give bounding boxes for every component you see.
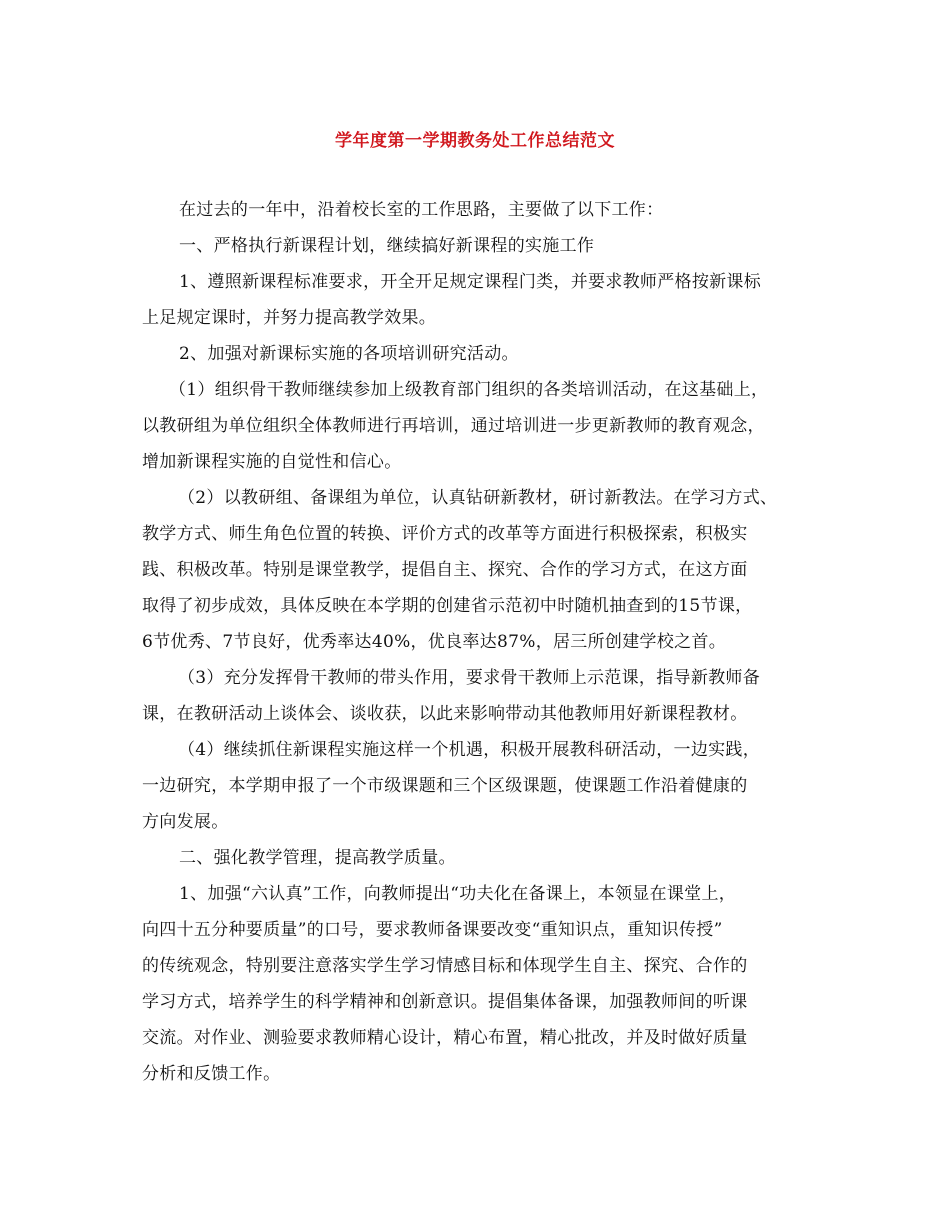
paragraph-line: （2）以教研组、备课组为单位，认真钻研新教材，研讨新教法。在学习方式、 (178, 488, 778, 508)
paragraph-line: 课，在教研活动上谈体会、谈收获，以此来影响带动其他教师用好新课程教材。 (142, 704, 748, 724)
paragraph-line: 在过去的一年中，沿着校长室的工作思路，主要做了以下工作： (179, 200, 664, 220)
paragraph-line: 向四十五分种要质量”的口号，要求教师备课要改变“重知识点，重知识传授” (142, 920, 723, 940)
paragraph-line: 以教研组为单位组织全体教师进行再培训，通过培训进一步更新教师的教育观念， (142, 416, 765, 436)
paragraph-line: 6节优秀、7节良好，优秀率达40%，优良率达87%，居三所创建学校之首。 (142, 632, 727, 652)
paragraph-line: 分析和反馈工作。 (142, 1064, 281, 1084)
section-heading-line: 一、严格执行新课程计划，继续搞好新课程的实施工作 (179, 236, 595, 256)
paragraph-line: （3）充分发挥骨干教师的带头作用，要求骨干教师上示范课，指导新教师备 (178, 668, 761, 688)
paragraph-line: 1、遵照新课程标准要求，开全开足规定课程门类，并要求教师严格按新课标 (179, 272, 762, 292)
section-heading-line: 二、强化教学管理，提高教学质量。 (179, 848, 456, 868)
paragraph-line: 教学方式、师生角色位置的转换、评价方式的改革等方面进行积极探索，积极实 (142, 524, 748, 544)
paragraph-line: 的传统观念，特别要注意落实学生学习情感目标和体现学生自主、探究、合作的 (142, 956, 748, 976)
paragraph-line: 学习方式，培养学生的科学精神和创新意识。提倡集体备课，加强教师间的听课 (142, 992, 748, 1012)
document-body (142, 192, 822, 1092)
paragraph-line: （4）继续抓住新课程实施这样一个机遇，积极开展教科研活动，一边实践， (178, 740, 761, 760)
paragraph-line: 一边研究，本学期申报了一个市级课题和三个区级课题，使课题工作沿着健康的 (142, 776, 748, 796)
paragraph-line: 方向发展。 (142, 812, 229, 832)
paragraph-line: 交流。对作业、测验要求教师精心设计，精心布置，精心批改，并及时做好质量 (142, 1028, 748, 1048)
paragraph-line: 取得了初步成效，具体反映在本学期的创建省示范初中时随机抽查到的15节课， (142, 596, 753, 616)
paragraph-line: 2、加强对新课标实施的各项培训研究活动。 (179, 344, 519, 364)
paragraph-line: 增加新课程实施的自觉性和信心。 (142, 452, 402, 472)
paragraph-line: 践、积极改革。特别是课堂教学，提倡自主、探究、合作的学习方式，在这方面 (142, 560, 748, 580)
paragraph-line: （1）组织骨干教师继续参加上级教育部门组织的各类培训活动，在这基础上， (169, 380, 769, 400)
paragraph-line: 1、加强“六认真”工作，向教师提出“功夫化在备课上，本领显在课堂上， (179, 884, 737, 904)
paragraph-line: 上足规定课时，并努力提高教学效果。 (142, 308, 437, 328)
document-title: 学年度第一学期教务处工作总结范文 (335, 131, 615, 151)
